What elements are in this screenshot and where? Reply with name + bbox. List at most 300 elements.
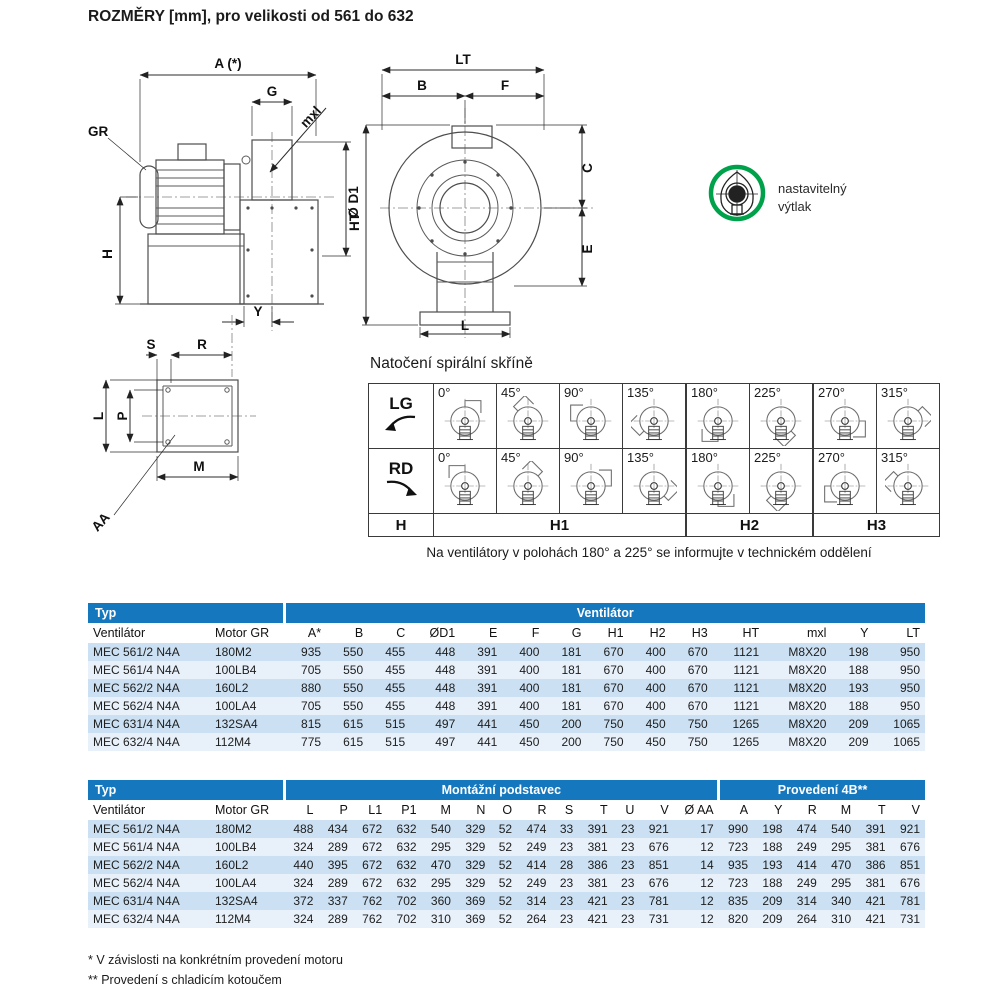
cell-value: 731 bbox=[891, 910, 925, 928]
cell-value: 921 bbox=[891, 820, 925, 838]
table-row bbox=[88, 838, 925, 856]
column-header: V bbox=[891, 800, 925, 820]
cell-value: 672 bbox=[353, 820, 387, 838]
cell-value: 400 bbox=[629, 643, 671, 661]
cell-value: 310 bbox=[822, 910, 856, 928]
column-header: O bbox=[490, 800, 517, 820]
table-row bbox=[88, 679, 925, 697]
rotation-cell bbox=[560, 449, 623, 514]
mounting-base-group-header: Montážní podstavec bbox=[284, 780, 719, 800]
cell-value: 249 bbox=[787, 838, 821, 856]
cell-value: 1265 bbox=[713, 715, 764, 733]
rotation-cell bbox=[686, 384, 750, 449]
typ-section-header: Typ bbox=[88, 780, 284, 800]
cell-value: 289 bbox=[318, 910, 352, 928]
cell-fan-type: MEC 631/4 N4A bbox=[88, 892, 210, 910]
cell-value: 395 bbox=[318, 856, 352, 874]
rotation-cell bbox=[497, 384, 560, 449]
cell-value: 474 bbox=[787, 820, 821, 838]
cell-fan-type: MEC 561/2 N4A bbox=[88, 820, 210, 838]
cell-value: 835 bbox=[719, 892, 753, 910]
cell-value: 386 bbox=[578, 856, 612, 874]
angle-label: 225° bbox=[754, 385, 781, 400]
cell-value: 880 bbox=[284, 679, 326, 697]
cell-value: 381 bbox=[578, 874, 612, 892]
footnote-cooling-disc: ** Provedení s chladicím kotoučem bbox=[88, 973, 282, 987]
cell-motor-gr: 160L2 bbox=[210, 679, 284, 697]
mounting-base-dimensions-table bbox=[88, 780, 925, 928]
cell-value: 781 bbox=[639, 892, 673, 910]
fan-position-icon bbox=[568, 396, 614, 446]
legend-line-1: nastavitelný bbox=[778, 181, 847, 196]
cell-value: 440 bbox=[284, 856, 318, 874]
rotation-cell bbox=[877, 384, 940, 449]
cell-value: 188 bbox=[753, 838, 787, 856]
cell-value: 391 bbox=[578, 820, 612, 838]
cell-value: 52 bbox=[490, 856, 517, 874]
fan-position-icon bbox=[568, 461, 614, 511]
cell-value: 550 bbox=[326, 661, 368, 679]
legend-line-2: výtlak bbox=[778, 199, 812, 214]
cell-value: 181 bbox=[544, 697, 586, 715]
cell-value: 676 bbox=[891, 838, 925, 856]
cell-motor-gr: 100LB4 bbox=[210, 661, 284, 679]
cell-value: 670 bbox=[671, 661, 713, 679]
cell-value: 851 bbox=[639, 856, 673, 874]
table-row bbox=[88, 733, 925, 751]
cell-value: 1121 bbox=[713, 679, 764, 697]
cell-value: 360 bbox=[422, 892, 456, 910]
fan-position-icon bbox=[758, 396, 804, 446]
column-header: Y bbox=[753, 800, 787, 820]
cell-value: 23 bbox=[551, 910, 578, 928]
cell-value: 723 bbox=[719, 874, 753, 892]
cell-value: 950 bbox=[874, 679, 925, 697]
dim-label-f: F bbox=[500, 78, 510, 93]
angle-label: 0° bbox=[438, 450, 451, 465]
cell-value: 750 bbox=[586, 733, 628, 751]
cell-value: 775 bbox=[284, 733, 326, 751]
cell-value: 550 bbox=[326, 679, 368, 697]
column-header: Motor GR bbox=[210, 623, 284, 643]
cell-value: 209 bbox=[753, 892, 787, 910]
cell-value: 209 bbox=[831, 733, 873, 751]
fan-position-icon bbox=[885, 461, 931, 511]
cell-value: 200 bbox=[544, 733, 586, 751]
cell-value: 400 bbox=[502, 661, 544, 679]
height-code-h3: H3 bbox=[813, 514, 940, 537]
page-title: ROZMĚRY [mm], pro velikosti od 561 do 632 bbox=[88, 8, 414, 25]
cell-value: 52 bbox=[490, 820, 517, 838]
column-header: V bbox=[639, 800, 673, 820]
cell-motor-gr: 100LA4 bbox=[210, 874, 284, 892]
cell-value: 448 bbox=[410, 697, 460, 715]
cell-value: 337 bbox=[318, 892, 352, 910]
rotation-cell bbox=[813, 449, 877, 514]
rotation-cell bbox=[623, 449, 687, 514]
cell-value: 820 bbox=[719, 910, 753, 928]
angle-label: 135° bbox=[627, 385, 654, 400]
cell-value: 441 bbox=[460, 715, 502, 733]
cell-value: 372 bbox=[284, 892, 318, 910]
cell-value: 23 bbox=[613, 820, 640, 838]
cell-value: M8X20 bbox=[764, 715, 831, 733]
column-header: H2 bbox=[629, 623, 671, 643]
cell-value: 329 bbox=[456, 856, 490, 874]
cell-value: 14 bbox=[674, 856, 719, 874]
cell-value: 23 bbox=[551, 838, 578, 856]
cell-value: 391 bbox=[856, 820, 890, 838]
cell-value: 181 bbox=[544, 661, 586, 679]
cell-value: 314 bbox=[787, 892, 821, 910]
cell-value: 448 bbox=[410, 661, 460, 679]
cw-arrow-icon bbox=[383, 479, 419, 499]
rd-label: RD bbox=[388, 458, 414, 478]
cell-motor-gr: 112M4 bbox=[210, 733, 284, 751]
ventilator-dimensions-table bbox=[88, 603, 925, 751]
column-header: Motor GR bbox=[210, 800, 284, 820]
cell-value: 632 bbox=[387, 856, 421, 874]
column-header: HT bbox=[713, 623, 764, 643]
base-top-view-drawing bbox=[78, 313, 333, 543]
cell-value: 369 bbox=[456, 892, 490, 910]
cell-value: 329 bbox=[456, 838, 490, 856]
cell-value: 441 bbox=[460, 733, 502, 751]
angle-label: 90° bbox=[564, 450, 584, 465]
dim-label-r: R bbox=[197, 337, 207, 352]
lg-label: LG bbox=[389, 393, 413, 413]
rotation-direction-rd bbox=[369, 449, 434, 514]
cell-value: 470 bbox=[422, 856, 456, 874]
cell-value: 193 bbox=[753, 856, 787, 874]
dim-label-h: H bbox=[100, 249, 115, 259]
cell-value: 497 bbox=[410, 715, 460, 733]
column-header: B bbox=[326, 623, 368, 643]
cell-motor-gr: 180M2 bbox=[210, 643, 284, 661]
cell-value: 391 bbox=[460, 697, 502, 715]
fan-position-icon bbox=[885, 396, 931, 446]
cell-value: M8X20 bbox=[764, 643, 831, 661]
angle-label: 0° bbox=[438, 385, 451, 400]
cell-value: 705 bbox=[284, 661, 326, 679]
cell-value: 23 bbox=[613, 910, 640, 928]
dim-label-mxl: mxl bbox=[297, 103, 325, 131]
column-header: G bbox=[544, 623, 586, 643]
cell-fan-type: MEC 631/4 N4A bbox=[88, 715, 210, 733]
column-header: T bbox=[578, 800, 612, 820]
cell-value: 540 bbox=[822, 820, 856, 838]
column-header: LT bbox=[874, 623, 925, 643]
cell-value: 12 bbox=[674, 910, 719, 928]
column-header: F bbox=[502, 623, 544, 643]
column-header: U bbox=[613, 800, 640, 820]
fan-side-view-shape bbox=[126, 132, 334, 331]
dim-label-aa: AA bbox=[88, 509, 113, 535]
cell-value: 434 bbox=[318, 820, 352, 838]
cell-value: 750 bbox=[586, 715, 628, 733]
cell-value: 289 bbox=[318, 838, 352, 856]
column-header: Ventilátor bbox=[88, 623, 210, 643]
cell-value: 23 bbox=[551, 874, 578, 892]
cell-value: 249 bbox=[517, 838, 551, 856]
angle-label: 225° bbox=[754, 450, 781, 465]
table-row bbox=[88, 715, 925, 733]
fan-position-icon bbox=[695, 461, 741, 511]
cell-value: 324 bbox=[284, 910, 318, 928]
column-header-row bbox=[88, 800, 925, 820]
table-row bbox=[88, 697, 925, 715]
rotation-note: Na ventilátory v polohách 180° a 225° se informujte v technickém oddělení bbox=[426, 545, 872, 560]
cell-value: 314 bbox=[517, 892, 551, 910]
cell-value: 676 bbox=[639, 838, 673, 856]
dim-label-ht: HT bbox=[347, 213, 362, 231]
fan-position-icon bbox=[631, 396, 677, 446]
cell-motor-gr: 100LB4 bbox=[210, 838, 284, 856]
cell-value: 670 bbox=[586, 661, 628, 679]
cell-value: 450 bbox=[502, 715, 544, 733]
cell-fan-type: MEC 561/2 N4A bbox=[88, 643, 210, 661]
dim-label-gr: GR bbox=[88, 124, 109, 139]
lg-row bbox=[369, 384, 940, 449]
angle-label: 135° bbox=[627, 450, 654, 465]
cell-value: 400 bbox=[629, 697, 671, 715]
adjustable-outlet-icon bbox=[706, 162, 768, 224]
cell-value: 264 bbox=[787, 910, 821, 928]
cell-value: 12 bbox=[674, 874, 719, 892]
table-row bbox=[88, 820, 925, 838]
cell-value: 676 bbox=[639, 874, 673, 892]
cell-value: 421 bbox=[578, 910, 612, 928]
table-row bbox=[88, 643, 925, 661]
cell-value: 1121 bbox=[713, 643, 764, 661]
cell-value: 52 bbox=[490, 838, 517, 856]
cell-value: 705 bbox=[284, 697, 326, 715]
column-header: P1 bbox=[387, 800, 421, 820]
fan-position-icon bbox=[505, 396, 551, 446]
dim-label-g: G bbox=[266, 84, 278, 99]
adjustable-outlet-label bbox=[778, 180, 847, 216]
column-header: C bbox=[368, 623, 410, 643]
cell-value: 391 bbox=[460, 679, 502, 697]
cell-value: 702 bbox=[387, 892, 421, 910]
cell-fan-type: MEC 562/2 N4A bbox=[88, 856, 210, 874]
height-code-h: H bbox=[369, 514, 434, 537]
table-row bbox=[88, 661, 925, 679]
cell-value: 391 bbox=[460, 661, 502, 679]
cell-motor-gr: 112M4 bbox=[210, 910, 284, 928]
cell-value: 488 bbox=[284, 820, 318, 838]
fan-position-icon bbox=[822, 461, 868, 511]
cell-value: 33 bbox=[551, 820, 578, 838]
cell-value: 249 bbox=[787, 874, 821, 892]
volute-rotation-table bbox=[368, 383, 940, 537]
provedeni-4b-group-header: Provedení 4B** bbox=[719, 780, 925, 800]
cell-value: 1265 bbox=[713, 733, 764, 751]
cell-value: 990 bbox=[719, 820, 753, 838]
table-row bbox=[88, 892, 925, 910]
rotation-cell bbox=[434, 449, 497, 514]
cell-value: 324 bbox=[284, 838, 318, 856]
cell-value: 12 bbox=[674, 838, 719, 856]
cell-value: 329 bbox=[456, 820, 490, 838]
fan-position-icon bbox=[442, 396, 488, 446]
dim-label-a: A (*) bbox=[214, 56, 242, 71]
cell-value: 670 bbox=[671, 643, 713, 661]
rotation-section-heading: Natočení spirální skříně bbox=[370, 355, 533, 372]
fan-position-icon bbox=[758, 461, 804, 511]
cell-value: 1121 bbox=[713, 661, 764, 679]
column-header: H3 bbox=[671, 623, 713, 643]
cell-value: 52 bbox=[490, 910, 517, 928]
cell-value: 414 bbox=[517, 856, 551, 874]
cell-value: 52 bbox=[490, 874, 517, 892]
cell-value: 209 bbox=[753, 910, 787, 928]
column-header: S bbox=[551, 800, 578, 820]
table-row bbox=[88, 910, 925, 928]
rotation-cell bbox=[560, 384, 623, 449]
cell-value: 181 bbox=[544, 643, 586, 661]
angle-label: 90° bbox=[564, 385, 584, 400]
cell-value: 935 bbox=[719, 856, 753, 874]
angle-label: 45° bbox=[501, 385, 521, 400]
cell-value: 23 bbox=[613, 892, 640, 910]
dim-label-d1: Ø D1 bbox=[346, 186, 361, 218]
cell-value: 295 bbox=[822, 838, 856, 856]
dim-label-p: P bbox=[115, 411, 130, 421]
column-header: mxl bbox=[764, 623, 831, 643]
cell-value: 540 bbox=[422, 820, 456, 838]
rd-row bbox=[369, 449, 940, 514]
ccw-arrow-icon bbox=[383, 414, 419, 434]
column-header: L1 bbox=[353, 800, 387, 820]
cell-value: 731 bbox=[639, 910, 673, 928]
column-header: R bbox=[787, 800, 821, 820]
column-header: R bbox=[517, 800, 551, 820]
rotation-cell bbox=[813, 384, 877, 449]
cell-value: 421 bbox=[856, 892, 890, 910]
cell-value: 1121 bbox=[713, 697, 764, 715]
ventilator-group-header: Ventilátor bbox=[284, 603, 925, 623]
column-header: Ø AA bbox=[674, 800, 719, 820]
cell-value: 249 bbox=[517, 874, 551, 892]
cell-value: 264 bbox=[517, 910, 551, 928]
table-row bbox=[88, 856, 925, 874]
cell-motor-gr: 132SA4 bbox=[210, 892, 284, 910]
cell-value: 414 bbox=[787, 856, 821, 874]
column-header: N bbox=[456, 800, 490, 820]
cell-value: 324 bbox=[284, 874, 318, 892]
cell-value: 450 bbox=[629, 715, 671, 733]
fan-position-icon bbox=[822, 396, 868, 446]
cell-value: 12 bbox=[674, 892, 719, 910]
cell-value: 515 bbox=[368, 715, 410, 733]
base-view-dimensions bbox=[106, 355, 238, 515]
dim-label-base-l: L bbox=[91, 411, 106, 421]
mounting-base-shape bbox=[142, 315, 256, 452]
column-header: E bbox=[460, 623, 502, 643]
cell-value: 762 bbox=[353, 910, 387, 928]
dim-label-l: L bbox=[460, 318, 470, 333]
dim-label-e: E bbox=[580, 244, 595, 254]
cell-value: 448 bbox=[410, 643, 460, 661]
cell-value: 723 bbox=[719, 838, 753, 856]
dim-label-c: C bbox=[580, 163, 595, 173]
cell-value: 632 bbox=[387, 820, 421, 838]
cell-value: 935 bbox=[284, 643, 326, 661]
footnote-motor: * V závislosti na konkrétním provedení motoru bbox=[88, 953, 343, 967]
angle-label: 180° bbox=[691, 385, 718, 400]
height-code-row bbox=[369, 514, 940, 537]
cell-value: 762 bbox=[353, 892, 387, 910]
cell-value: 386 bbox=[856, 856, 890, 874]
cell-value: 181 bbox=[544, 679, 586, 697]
cell-value: 921 bbox=[639, 820, 673, 838]
cell-value: 381 bbox=[856, 838, 890, 856]
cell-value: 198 bbox=[831, 643, 873, 661]
dim-label-y: Y bbox=[253, 304, 263, 319]
angle-label: 180° bbox=[691, 450, 718, 465]
cell-fan-type: MEC 562/4 N4A bbox=[88, 697, 210, 715]
cell-motor-gr: 132SA4 bbox=[210, 715, 284, 733]
cell-value: 515 bbox=[368, 733, 410, 751]
angle-label: 315° bbox=[881, 385, 908, 400]
typ-section-header: Typ bbox=[88, 603, 284, 623]
column-header: ØD1 bbox=[410, 623, 460, 643]
cell-value: 295 bbox=[422, 874, 456, 892]
height-code-h1: H1 bbox=[434, 514, 687, 537]
cell-value: 381 bbox=[856, 874, 890, 892]
cell-value: 23 bbox=[613, 856, 640, 874]
rotation-cell bbox=[750, 384, 814, 449]
cell-value: 615 bbox=[326, 715, 368, 733]
cell-value: 670 bbox=[671, 697, 713, 715]
cell-value: M8X20 bbox=[764, 661, 831, 679]
column-header: A* bbox=[284, 623, 326, 643]
cell-value: 421 bbox=[578, 892, 612, 910]
cell-motor-gr: 180M2 bbox=[210, 820, 284, 838]
cell-value: M8X20 bbox=[764, 679, 831, 697]
cell-value: 851 bbox=[891, 856, 925, 874]
fan-position-icon bbox=[695, 396, 741, 446]
cell-fan-type: MEC 561/4 N4A bbox=[88, 661, 210, 679]
cell-value: 950 bbox=[874, 697, 925, 715]
cell-value: 676 bbox=[891, 874, 925, 892]
cell-value: 670 bbox=[671, 679, 713, 697]
cell-value: 391 bbox=[460, 643, 502, 661]
cell-value: 1065 bbox=[874, 733, 925, 751]
cell-value: 632 bbox=[387, 838, 421, 856]
cell-value: 1065 bbox=[874, 715, 925, 733]
dim-label-lt: LT bbox=[455, 52, 471, 67]
column-header: P bbox=[318, 800, 352, 820]
fan-position-icon bbox=[442, 461, 488, 511]
cell-value: 672 bbox=[353, 838, 387, 856]
column-header: Ventilátor bbox=[88, 800, 210, 820]
cell-value: 550 bbox=[326, 643, 368, 661]
cell-value: 455 bbox=[368, 661, 410, 679]
rotation-cell bbox=[497, 449, 560, 514]
rotation-cell bbox=[750, 449, 814, 514]
column-header-row bbox=[88, 623, 925, 643]
cell-fan-type: MEC 562/2 N4A bbox=[88, 679, 210, 697]
rotation-cell bbox=[686, 449, 750, 514]
cell-value: 310 bbox=[422, 910, 456, 928]
cell-value: 198 bbox=[753, 820, 787, 838]
cell-value: 340 bbox=[822, 892, 856, 910]
cell-value: M8X20 bbox=[764, 697, 831, 715]
fan-front-view-shape bbox=[380, 108, 596, 338]
cell-value: 400 bbox=[502, 643, 544, 661]
